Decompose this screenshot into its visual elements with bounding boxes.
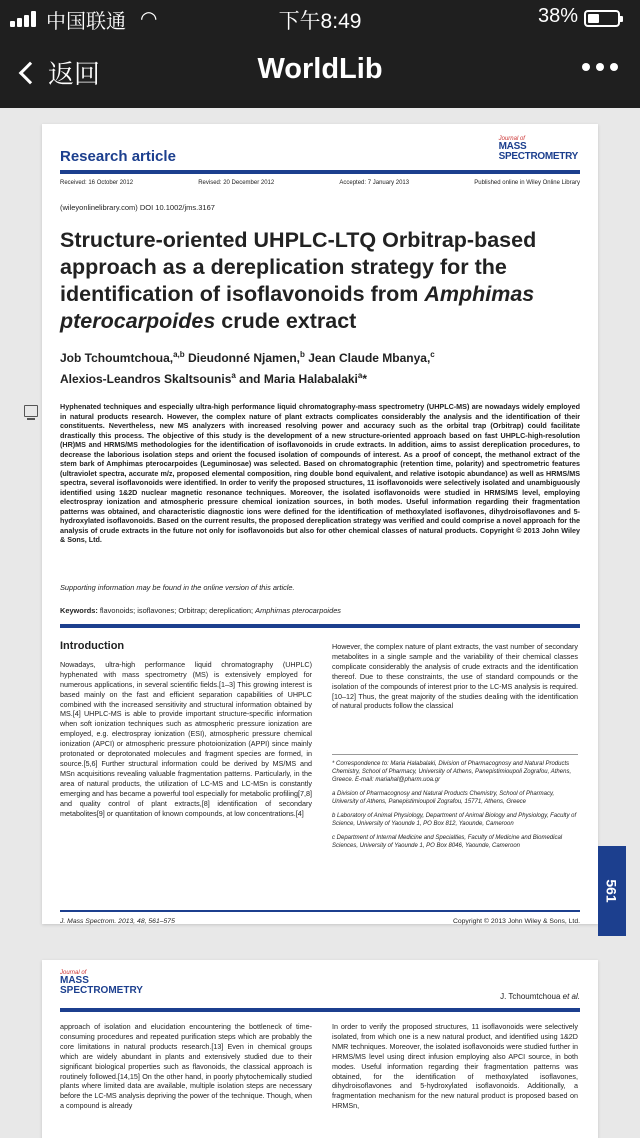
revised-date: Revised: 20 December 2012 (198, 180, 275, 186)
carrier-name: 中国联通 (46, 11, 126, 33)
dates-row (60, 180, 580, 186)
wifi-icon: ◠ (140, 8, 158, 30)
page-number-tab: 561 (598, 846, 626, 936)
nav-title: WorldLib (257, 53, 383, 85)
navigation-bar (0, 36, 640, 108)
dot-icon (582, 63, 590, 71)
article-title: Structure-oriented UHPLC-LTQ Orbitrap-based approach as a dereplication strategy for the identification of isoflavonoids from Amphimas pterocarpoides crude extract (60, 228, 537, 333)
battery-icon (584, 10, 620, 27)
battery-percent: 38% (537, 5, 578, 27)
page2-right-column: In order to verify the proposed structures, 11 isoflavonoids were selectively isolated, from which one is a new natural product, and identified using 1&2D NMR techniques. Moreover, the isolated isoflavonoids were studied further in HRMS/MS level using direct infusion employing also APCI source, in both modes. Useful information regarding their fragmentation patterns was obtained, for the identification of methoxylated isoflavones, dihydroisoflavones and 5-hydroxylated isoflavonoids. Additionally, a fragmentation mechanism for the new natural product is proposed based on HRMSn, (332, 1022, 578, 1111)
keywords-rule (60, 624, 580, 628)
document-page-2 (42, 960, 598, 1138)
page2-header-rule (60, 1008, 580, 1012)
back-label: 返回 (48, 59, 101, 89)
footnote-rule (332, 754, 578, 755)
copyright: Copyright © 2013 John Wiley & Sons, Ltd. (452, 918, 580, 925)
supporting-info: Supporting information may be found in the online version of this article. (60, 583, 295, 592)
page2-left-column: approach of isolation and elucidation encountering the bottleneck of time-consuming procedures and repeated purification steps which are probably the core limitations in natural products research.[13] Even in chemical groups which are widely abundant in plants and extensively studied due to their significant biological properties such as flavonoids, the classical approach is routinely followed.[14,15] On the other hand, in poorly phytochemically studied plants where limited data are available, multiple isolation steps are necessary before the LC-MS analysis depriving the power of the technique. Though, when a compound is already (60, 1022, 312, 1111)
intro-right-column: However, the complex nature of plant extracts, the vast number of secondary metabolites in a single sample and the variability of their chemical classes complicate considerably the analysis of crude extracts and the identification thereof. Due to these constraints, the use of standard compounds or the isolation of the compounds of interest prior to the LC-MS analysis is required.[10–12] Thus, the great majority of the studies dealing with the identification of natural products follow the classical (332, 642, 578, 711)
doi: (wileyonlinelibrary.com) DOI 10.1002/jms.3167 (60, 203, 215, 212)
footnotes: * Correspondence to: Maria Halabalaki, Division of Pharmacognosy and Natural Products Chemistry, School of Pharmacy, University of Athens, Panepistimioupoli Zografou, Athens, Greece. E-mail: mariahal@pharm.uoa.gr a Division of Pharmacognosy and Natural Products Chemistry, School of Pharmacy, University of Athens, Panepistimioupoli Zografou, 15771, Athens, Greece b Laboratory of Animal Physiology, Department of Animal Biology and Physiology, Faculty of Science, University of Yaounde 1, PO Box 812, Yaounde, Cameroon c Department of Internal Medicine and Specialties, Faculty of Medicine and Biomedical Sciences, University of Yaounde 1, PO Box 8046, Yaounde, Cameroon (332, 761, 577, 849)
intro-left-column: Introduction Nowadays, ultra-high performance liquid chromatography (UHPLC) hyphenated with mass spectrometry (MS) is extensively employed for numerous applications, in several scientific fields.[1–3] This growing interest is based mainly on the fast and efficient separation capabilities of UHPLC combined with the increased sensitivity and structural information obtained by MS.[4] UHPLC-MS is able to provide important structure-specific information when soft ionization techniques such as atmospheric pressure ionization are employed, e.g. electrospray ionization (ESI), atmospheric pressure chemical ionization (APCI) or atmospheric pressure photoionization (APPI) since mainly protonated or deprotonated molecules and fragment species are formed, in source.[5,6] Further structural information could be derived by MS/MS and MSn acquisitions revealing valuable fragmentation patterns. Particularly, in the area of natural products, the utilization of LC-MS and LC-MSn is constantly emerging and has became a powerful tool especially for metabolic profiling[7,8] and quality control of plant extracts,[8] identification of secondary metabolites[9] or quantitation of known compounds, at low concentrations.[4] (60, 640, 312, 818)
published-note: Published online in Wiley Online Library (474, 180, 580, 186)
footer-rule (60, 910, 580, 912)
journal-logo: Journal of MASS SPECTROMETRY (60, 970, 143, 996)
journal-citation: J. Mass Spectrom. 2013, 48, 561–575 (60, 918, 175, 925)
computer-icon (24, 405, 38, 417)
received-date: Received: 16 October 2012 (60, 180, 134, 186)
keywords: Keywords: flavonoids; isoflavones; Orbitrap; dereplication; Amphimas pterocarpoides (60, 606, 341, 615)
document-page (42, 124, 598, 924)
journal-logo: Journal of MASS SPECTROMETRY (498, 136, 578, 162)
abstract: Hyphenated techniques and especially ultra-high performance liquid chromatography-mass spectrometry (UHPLC-MS) are nowadays widely employed in natural products research. However, the complex nature of plant extracts complicates considerably the analysis and the identification of their constituents. Nevertheless, new MS analyzers with increased resolving power and accuracy such as the orbital trap (Orbitrap) could facilitate drastically this process. The objective of this study is the development of a new structure-oriented approach based on fast UHPLC-high-resolution (HR)MS and HRMS/MS methodologies for the identification of isoflavonoids in crude extracts. In addition, aims to assist dereplication procedures, to decrease the laborious isolation steps and orient the focused isolation of compounds of interest. As a proof of concept, the methanol extract of the stem bark of Amphimas pterocarpoides (Leguminosae) was selected. Based on chromatographic (retention time, polarity) and spectrometric features (ultraviolet spectra, accurate m/z, proposed elemental composition, ring double bond equivalent, and relative isotopic abundance) as well as HRMS/MS spectra, several isoflavonoids were identified. In order to verify the proposed structures, 11 isoflavonoids were selectively isolated and unambiguously identified using 1&2D nuclear magnetic resonance techniques. Moreover, the isolated isoflavonoids were studied in HRMS/MS level, employing electrospray ionization and atmospheric pressure chemical ionization sources, in both modes. Useful information regarding their fragmentation patterns was obtained, and characteristic diagnostic ions were defined for the identification of methoxylated isoflavones, dihydroisoflavones and 5-hydroxylated isoflavonoids. Based on the current results, the proposed dereplication strategy was verified and could comprise a novel approach for the analysis of crude extracts in the future not only for isoflavonoids but also for other chemical classes of natural products. Copyright © 2013 John Wiley & Sons, Ltd. (60, 402, 580, 544)
intro-heading: Introduction (60, 640, 125, 652)
dot-icon (610, 63, 618, 71)
more-options-button[interactable] (582, 63, 618, 71)
dot-icon (596, 63, 604, 71)
header-rule (60, 170, 580, 174)
top-bar (0, 0, 640, 108)
status-time: 下午8:49 (278, 10, 362, 33)
accepted-date: Accepted: 7 January 2013 (339, 180, 410, 186)
running-header: J. Tchoumtchoua et al. (500, 992, 580, 1001)
authors: Job Tchoumtchoua,$^{a,b}$ Dieudonné Njamen,$^b$ Jean Claude Mbanya,$^c$ Alexios-Leandros Skaltsounis$^a$ and Maria Halabalaki$^a$* (60, 350, 435, 386)
article-type: Research article (60, 148, 176, 165)
status-bar (0, 0, 640, 36)
